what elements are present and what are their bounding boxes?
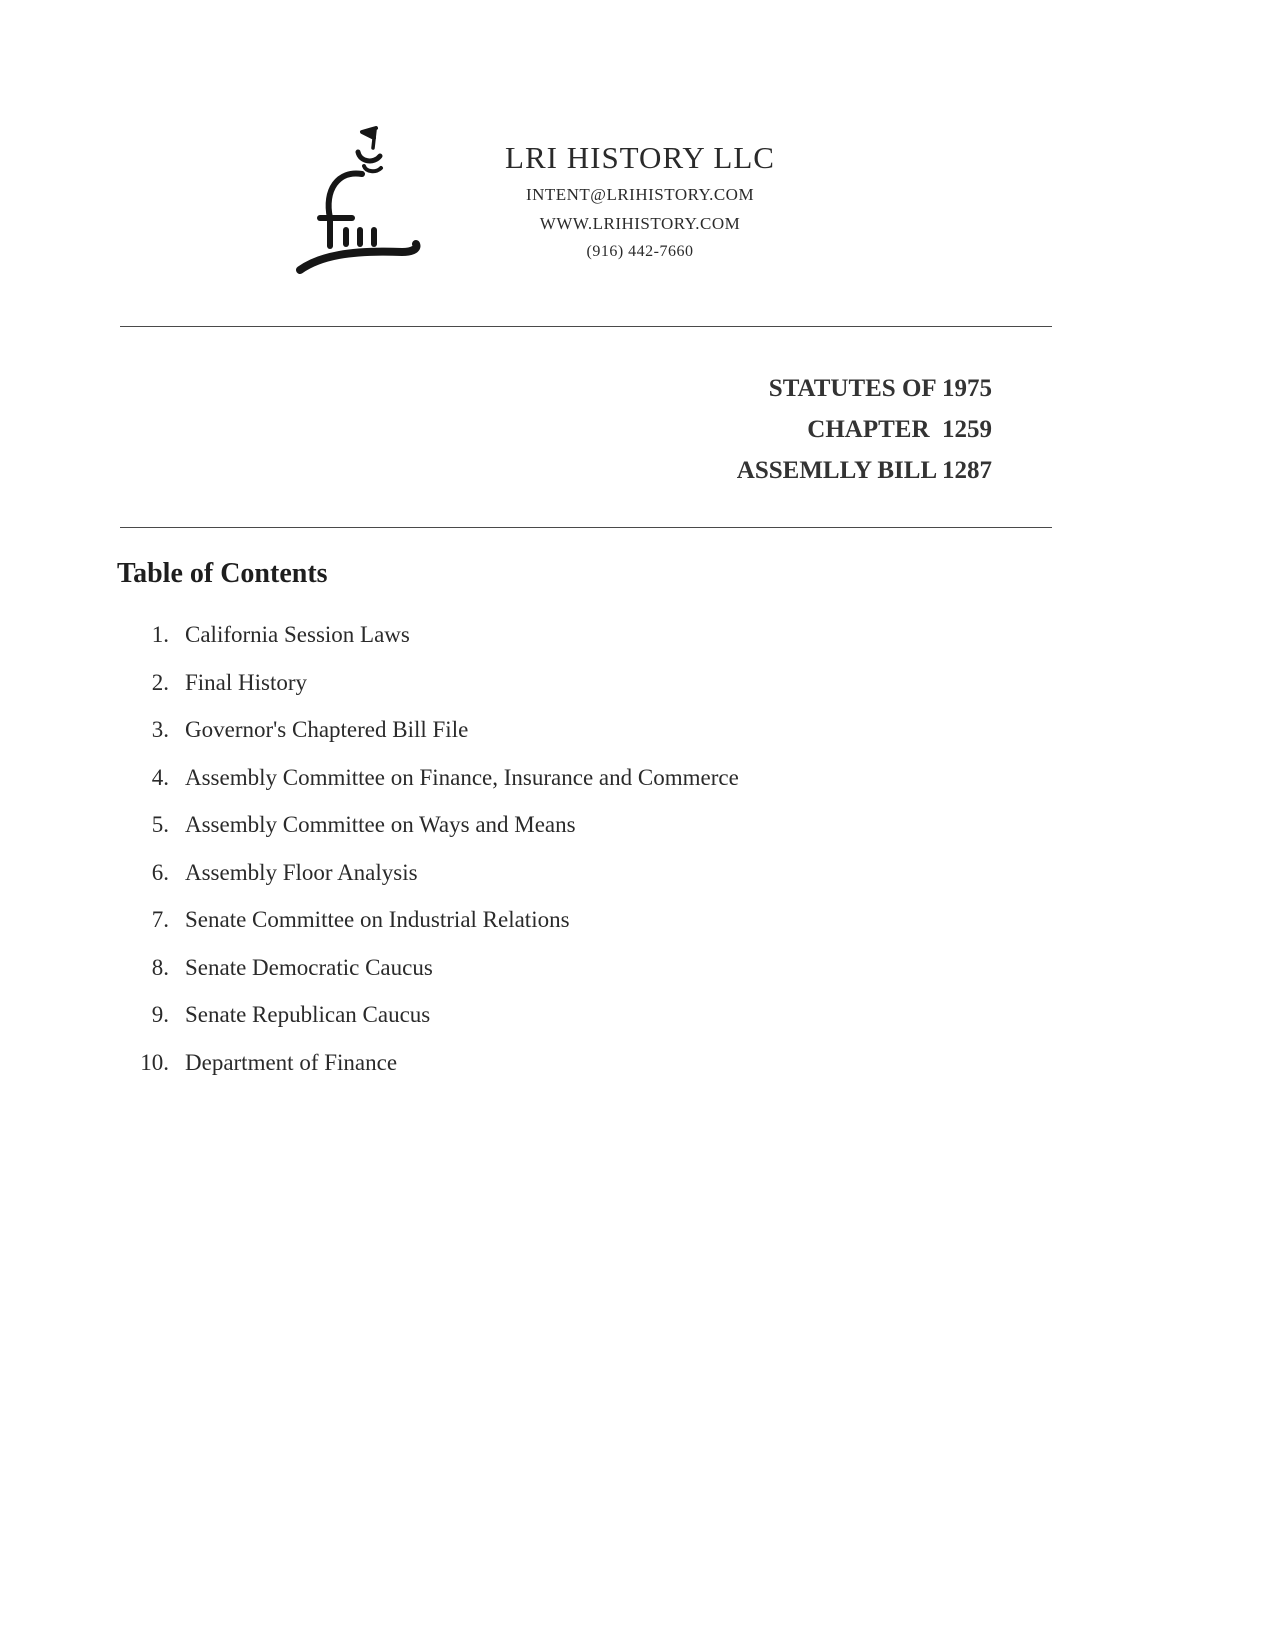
toc-item-label: Senate Democratic Caucus (185, 954, 433, 980)
toc-item-label: Assembly Committee on Ways and Means (185, 812, 576, 837)
chapter-number: CHAPTER 1259 (807, 416, 992, 443)
toc-item (117, 1050, 739, 1098)
company-email: INTENT@LRIHISTORY.COM (525, 185, 755, 204)
toc-item (117, 860, 739, 908)
divider-top (120, 326, 1052, 327)
toc-item-label: Senate Committee on Industrial Relations (185, 907, 570, 932)
toc-item-number: 10. (140, 1049, 169, 1075)
toc-item-number: 4. (151, 764, 169, 790)
toc-heading: Table of Contents (117, 558, 328, 589)
toc-item-number: 6. (151, 859, 169, 885)
company-website: WWW.LRIHISTORY.COM (539, 214, 741, 233)
toc-item-number: 3. (151, 717, 169, 742)
statute-title-block (737, 368, 992, 491)
toc-item (117, 955, 739, 1003)
capitol-logo-icon (290, 118, 440, 283)
toc-item (117, 765, 739, 813)
divider-bottom (120, 527, 1052, 528)
toc-item (117, 622, 739, 670)
toc-item-label: Governor's Chaptered Bill File (185, 717, 469, 742)
toc-item-label: Department of Finance (185, 1049, 398, 1075)
toc-item-number: 2. (151, 669, 169, 695)
toc-item-label: Assembly Floor Analysis (185, 859, 418, 885)
company-phone: (916) 442-7660 (586, 243, 694, 260)
toc-item-label: California Session Laws (185, 622, 410, 647)
company-name: LRI HISTORY LLC (505, 140, 775, 175)
toc-item-label: Assembly Committee on Finance, Insurance and Commerce (185, 764, 739, 790)
assembly-bill-number: ASSEMLLY BILL 1287 (736, 457, 992, 484)
letterhead-text (480, 140, 800, 261)
toc-item (117, 670, 739, 718)
toc-item-number: 9. (151, 1002, 169, 1027)
toc-item-number: 1. (151, 622, 169, 647)
toc-item (117, 1002, 739, 1050)
statutes-year: STATUTES OF 1975 (768, 375, 992, 402)
toc-item (117, 717, 739, 765)
toc-item (117, 907, 739, 955)
toc-list (117, 622, 739, 1097)
toc-item-label: Final History (185, 669, 308, 695)
toc-item-number: 5. (151, 812, 169, 837)
toc-item-number: 7. (151, 907, 169, 932)
toc-item-number: 8. (151, 954, 169, 980)
toc-item (117, 812, 739, 860)
letterhead (290, 118, 800, 283)
toc-item-label: Senate Republican Caucus (185, 1002, 431, 1027)
